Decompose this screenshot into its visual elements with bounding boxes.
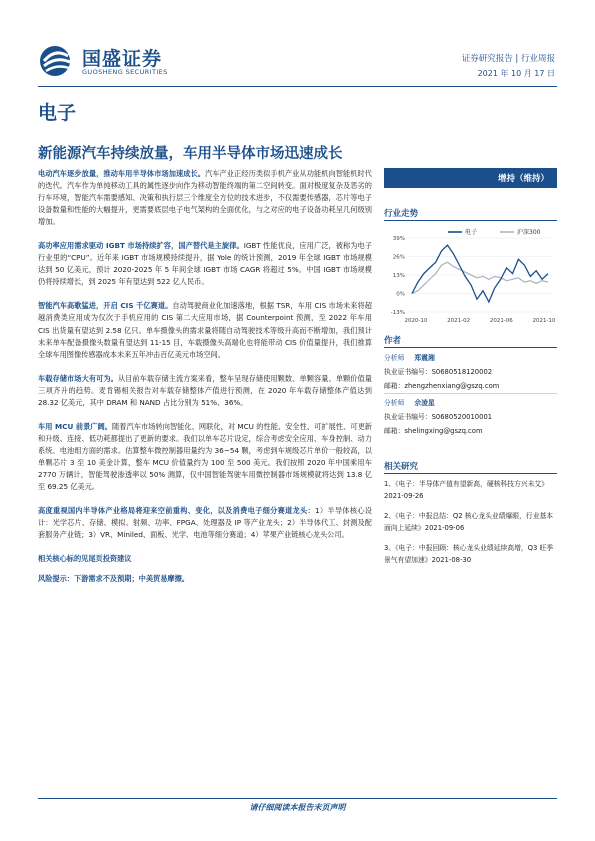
analyst-role <box>384 397 435 407</box>
rating-label: 增持（维持） <box>497 174 549 184</box>
author-section-title: 作者 <box>384 336 402 346</box>
footer-divider <box>38 798 557 799</box>
footer-disclaimer: 请仔细阅读本报告末页声明 <box>249 803 346 812</box>
header-divider <box>38 86 557 87</box>
paragraph-body: IGBT 性能优良，应用广泛，被称为电子行业里的“CPU”。近年来 IGBT 市场规模持续提升，据 Yole 的统计预测，2019 年全球 IGBT 市场规模达到 50 亿美元，预计 2020-2025 年 5 年间全球 IGBT 市场 CAGR 将超过 5%。中国 IGBT 市场规模仍将持续增长，到 2025 年有望达到 522 亿人民币。 <box>38 241 372 287</box>
sector-title: 电子 <box>38 102 77 124</box>
x-tick-label: 2021-06 <box>489 318 513 324</box>
legend-label: 电子 <box>465 229 478 236</box>
analyst-email[interactable]: 邮箱：zhengzhenxiang@gszq.com <box>384 382 500 390</box>
legend-label: 沪深300 <box>517 229 541 236</box>
paragraph-lead: 车用 MCU 前景广阔。 <box>38 421 113 431</box>
series-line <box>412 262 548 293</box>
y-tick-label: -13% <box>390 310 405 316</box>
analyst-license: 执业证书编号：S0680518120002 <box>384 368 493 376</box>
paragraph-body: 随着汽车市场转向智能化、网联化，对 MCU 的性能、安全性、可扩展性、可更新和升级、连接、低功耗都提出了更新的要求。我们以单车芯片设定，综合考虑安全应用、车身控制、动力系统、电池组方面的需求。估算整车微控制器用量约为 36~54 颗，考虑到车规级芯片单价一般较高，以单颗芯片 3 至 10 美金计算，整车 MCU 价值量约为 100 至 500 美元。我们按照 2020 年中国乘用车 2770 万辆计，智能驾驶渗透率以 50% 测算，仅中国智能驾驶车用微控制器市场规模就将达到 13.8 亿至 69.25 亿美元。 <box>38 421 372 492</box>
analyst-role-label: 分析师 <box>384 399 405 407</box>
section-divider <box>384 220 557 221</box>
paragraph-body: 自动驾驶商业化加速落地，根据 TSR，车用 CIS 市场未来将超越消费类应用成为仅次于手机应用的 CIS 第二大应用市场，据 Counterpoint 预测，至 2022 年车用 CIS 出货量有望达到 2.58 亿只。单车摄像头的需求量将随自动驾驶技术等级升高而不断增加，我们预计未来单车配备摄像头数量有望达到 11-15 目，车载摄像头高端化也将能带动 CIS 价值量提升，我们推算全球车用图像传感器成本未来五年冲击百亿美元市场空间。 <box>38 301 372 359</box>
section-divider <box>384 473 557 474</box>
x-tick-label: 2021-10 <box>532 318 556 324</box>
analyst-name: 郑震湘 <box>414 354 435 362</box>
paragraph <box>38 505 372 541</box>
paragraph-body: 汽车产业正经历类似手机产业从功能机向智能机时代的迭代。汽车作为单纯移动工具的属性逐步向作为移动智能终端的第二空间转变。面对极度复杂及恶劣的行车环境，智能汽车需要感知、决策和执行层三个维度全方位的技术进步，不仅需要传感器，芯片等电子设备数量和性能的大幅提升，更需要底层电子电气架构的全面优化，与之对应的电子设备功耗呈几何级别增加。 <box>38 169 372 227</box>
core-targets-note: 相关核心标的见尾页投资建议 <box>38 554 132 564</box>
paragraph <box>38 421 372 493</box>
industry-trend-chart <box>384 226 557 328</box>
related-report-link[interactable]: 3、《电子：中报回顾：核心龙头业绩延续高增，Q3 旺季景气有望加速》2021-08-30 <box>384 544 554 564</box>
paragraph-body: 从目前车载存储主流方案来看，整车呈现存储使用颗数、单颗容量、单颗价值量三项齐升的趋势。麦肯锡相关报告对车载存储整体产值进行预测，在 2020 年车载存储整体产值达到 28.32 亿美元，其中 DRAM 和 NAND 占比分别为 51%、36%。 <box>38 373 372 407</box>
paragraph <box>38 373 372 409</box>
brand-name: 国盛证券 <box>82 48 163 70</box>
section-divider <box>384 347 557 348</box>
analyst-license: 执业证书编号：S0680520010001 <box>384 413 493 421</box>
analyst-role <box>384 352 435 362</box>
analyst-role-label: 分析师 <box>384 354 405 362</box>
paragraph-lead: 高度重视国内半导体产业格局将迎来空前重构、变化，以及消费电子细分赛道龙头： <box>38 506 316 516</box>
paragraph-body: 1）半导体核心设计：光学芯片、存储、模拟、射频、功率、FPGA、处理器及 IP 等产业龙头；2）半导体代工、封测及配套服务产业链；3）VR、Miniled、面板、光学、电池等细分赛道；4）苹果产业链核心龙头公司。 <box>38 506 372 540</box>
risk-body: 下游需求不及预期；中美贸易摩擦。 <box>73 574 189 584</box>
risk-warning <box>38 573 372 585</box>
paragraph <box>38 300 372 360</box>
paragraph-lead: 电动汽车逐步放量，推动车用半导体市场加速成长。 <box>38 169 206 178</box>
paragraph <box>38 168 372 228</box>
y-tick-label: 13% <box>392 273 405 279</box>
company-logo-icon <box>38 44 78 78</box>
y-tick-label: 0% <box>396 291 405 298</box>
report-type: 证券研究报告 | 行业周报 <box>461 54 555 64</box>
paragraph-lead: 车载存储市场大有可为。 <box>38 373 118 383</box>
risk-lead: 风险提示： <box>38 574 74 584</box>
y-tick-label: 39% <box>392 236 405 242</box>
paragraph-lead: 高功率应用需求驱动 IGBT 市场持续扩容，国产替代是主旋律。 <box>38 241 244 251</box>
related-report-link[interactable]: 1、《电子：半导体产值有望新高，硬核科技方兴未艾》2021-09-26 <box>384 480 549 500</box>
related-report-link[interactable]: 2、《电子：中报总结：Q2 核心龙头业绩爆眼，行业基本面向上延续》2021-09-06 <box>384 512 554 532</box>
trend-section-title: 行业走势 <box>384 209 419 219</box>
paragraph <box>38 240 372 288</box>
report-headline: 新能源汽车持续放量，车用半导体市场迅速成长 <box>38 146 343 162</box>
analyst-name: 佘凌星 <box>414 399 435 407</box>
report-date: 2021 年 10 月 17 日 <box>477 69 555 78</box>
analyst-email[interactable]: 邮箱：shelingxing@gszq.com <box>384 427 483 435</box>
y-tick-label: 26% <box>392 254 405 261</box>
brand-name-en: GUOSHENG SECURITIES <box>82 68 168 76</box>
related-research-title: 相关研究 <box>384 462 419 472</box>
x-tick-label: 2021-02 <box>447 318 471 324</box>
paragraph-lead: 智能汽车高歌猛进，开启 CIS 千亿赛道。 <box>38 301 173 311</box>
analyst-divider <box>384 393 557 394</box>
rating-badge <box>384 168 557 188</box>
main-text-column <box>38 168 372 597</box>
x-tick-label: 2020-10 <box>404 318 428 324</box>
